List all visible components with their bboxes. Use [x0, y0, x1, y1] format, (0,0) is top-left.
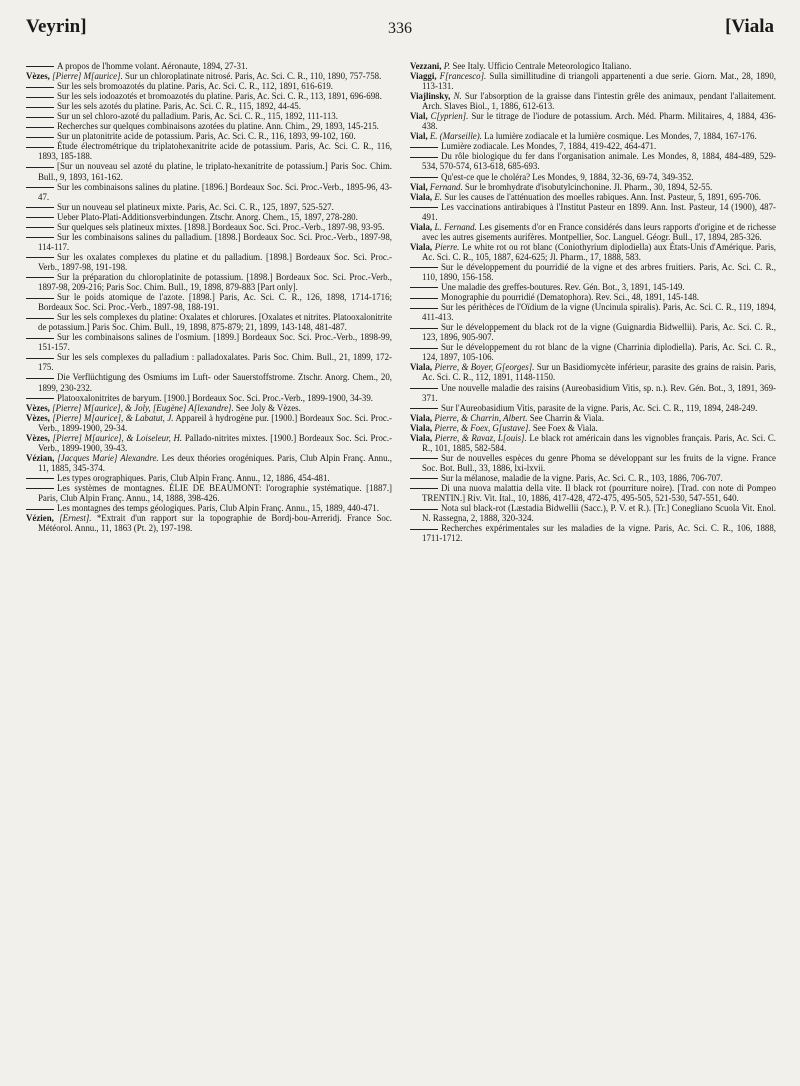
bibliography-entry-continuation	[410, 172, 776, 182]
entry-text: Ueber Plato-Plati-Additionsverbindungen. Ztschr. Anorg. Chem., 15, 1897, 278-280.	[57, 211, 358, 222]
entry-text: Sur le développement du rot blanc de la vigne (Charrinia diplodiella). Paris, Ac. Sci. C. R., 124, 1897, 105-106.	[422, 342, 776, 363]
entry-text: Sur le titrage de l'iodure de potassium. Arch. Méd. Pharm. Militaires, 4, 1884, 436-438.	[422, 111, 776, 132]
bibliography-entry	[410, 222, 776, 242]
entry-author-initials: P.	[443, 61, 451, 71]
entry-text: Le white rot ou rot blanc (Coniothyrium diplodiella) aux États-Unis d'Amérique. Paris, Ac. Sci. C. R., 105, 1887, 624-625; Jl. Pharm., 17, 1888, 583.	[422, 241, 777, 262]
bibliography-entry-continuation	[410, 302, 776, 322]
bibliography-entry	[410, 242, 776, 262]
entry-text: Les vaccinations antirabiques à l'Institut Pasteur en 1899. Ann. Inst. Pasteur, 14 (1900), 487-491.	[422, 201, 776, 222]
entry-text: Sur la préparation du chloroplatinite de potassium. [1898.] Bordeaux Soc. Sci. Proc.-Verb., 1897-98, 209-216; Paris Soc. Chim. Bull., 19, 1898, 879-883 [Part only].	[38, 271, 392, 293]
entry-text: Sur un nouveau sel platineux mixte. Paris, Ac. Sci. C. R., 125, 1897, 525-527.	[57, 201, 334, 212]
repeat-author-dash	[26, 117, 54, 118]
entry-text: Sur le développement du black rot de la vigne (Guignardia Bidwellii). Paris, Ac. Sci. C. R., 123, 1896, 905-907.	[422, 322, 776, 343]
bibliography-entry-continuation	[26, 212, 392, 222]
bibliography-entry-continuation	[26, 232, 392, 252]
repeat-author-dash	[410, 157, 438, 158]
entry-text: Sur les combinaisons salines du palladium. [1898.] Bordeaux Soc. Sci. Proc.-Verb., 1897-98, 114-117.	[38, 231, 392, 252]
repeat-author-dash	[26, 167, 54, 168]
bibliography-entry-continuation	[410, 202, 776, 222]
bibliography-entry-continuation	[26, 272, 392, 292]
entry-text: Sur les sels azotés du platine. Paris, Ac. Sci. C. R., 115, 1892, 44-45.	[57, 101, 301, 112]
bibliography-entry-continuation	[26, 81, 392, 91]
entry-text: Sur un Basidiomycète inférieur, parasite des grains de raisin. Paris, Ac. Sci. C. R., 112, 1891, 1148-1150.	[422, 362, 776, 383]
bibliography-entry-continuation	[410, 282, 776, 292]
entry-text: Sur la mélanose, maladie de la vigne. Paris, Ac. Sci. C. R., 103, 1886, 706-707.	[441, 472, 723, 483]
entry-author-initials: Pierre, & Charrin, Albert.	[434, 412, 528, 423]
repeat-author-dash	[26, 217, 54, 218]
repeat-author-dash	[26, 358, 54, 359]
bibliography-entry-continuation	[26, 393, 392, 403]
bibliography-entry-continuation	[26, 352, 392, 372]
entry-text: Sur l'absorption de la graisse dans l'intestin grêle des animaux, pendant l'allaitement. Arch. Slaves Biol., 1, 1886, 612-613.	[422, 91, 776, 112]
repeat-author-dash	[410, 298, 438, 299]
entry-text: Lumière zodiacale. Les Mondes, 7, 1884, 419-422, 464-471.	[441, 141, 657, 152]
entry-author-initials: E. (Marseille).	[429, 131, 482, 142]
entry-text: Sur les sels complexes du palladium : palladoxalates. Paris Soc. Chim. Bull., 21, 1899, 172-175.	[38, 352, 392, 373]
bibliography-entry-continuation	[26, 252, 392, 272]
entry-text: [Sur un nouveau sel azoté du platine, le triplato-hexanitrite de potassium.] Paris Soc. Chim. Bull., 9, 1893, 161-162.	[38, 161, 392, 182]
entry-text: Sulla simillitudine di triangoli appartenenti a due serie. Giorn. Mat., 28, 1890, 113-131.	[422, 71, 776, 92]
bibliography-entry-continuation	[26, 91, 392, 101]
bibliography-entry	[410, 91, 776, 111]
repeat-author-dash	[26, 227, 54, 228]
entry-text: Les types orographiques. Paris, Club Alpin Franç. Annu., 12, 1886, 454-481.	[57, 472, 330, 483]
repeat-author-dash	[26, 237, 54, 238]
right-column	[410, 61, 776, 543]
bibliography-entry-continuation	[410, 483, 776, 503]
entry-text: Sur un sel chloro-azoté du palladium. Paris, Ac. Sci. C. R., 115, 1892, 111-113.	[57, 111, 338, 122]
repeat-author-dash	[26, 97, 54, 98]
entry-author: Vèzes,	[26, 432, 50, 443]
entry-author-initials: [Ernest].	[59, 513, 92, 524]
repeat-author-dash	[410, 529, 438, 530]
entry-author: Vial,	[410, 181, 428, 192]
repeat-author-dash	[26, 66, 54, 67]
bibliography-entry-continuation	[410, 383, 776, 403]
repeat-author-dash	[410, 488, 438, 489]
bibliography-entry-continuation	[26, 121, 392, 131]
entry-text: See Joly & Vèzes.	[233, 402, 301, 413]
entry-author: Viala,	[410, 422, 433, 433]
bibliography-entry-continuation	[26, 473, 392, 483]
repeat-author-dash	[410, 408, 438, 409]
repeat-author-dash	[410, 147, 438, 148]
entry-text: La lumière zodiacale et la lumière cosmique. Les Mondes, 7, 1884, 167-176.	[481, 131, 757, 142]
bibliography-entry	[410, 131, 776, 141]
repeat-author-dash	[26, 87, 54, 88]
entry-author: Vèzes,	[26, 402, 50, 413]
bibliography-entry-continuation	[26, 182, 392, 202]
entry-author-initials: [Pierre] M[aurice].	[52, 71, 123, 82]
entry-text: See Italy. Ufficio Centrale Meteorologico Italiano.	[450, 61, 632, 71]
bibliography-entry-continuation	[410, 453, 776, 473]
entry-author-initials: [Pierre] M[aurice], & Labatut, J.	[52, 412, 174, 423]
bibliography-entry	[26, 403, 392, 413]
bibliography-entry	[26, 433, 392, 453]
repeat-author-dash	[410, 267, 438, 268]
bibliography-entry-continuation	[26, 61, 392, 71]
entry-author: Viala,	[410, 191, 433, 202]
entry-text: Sur le poids atomique de l'azote. [1898.] Paris, Ac. Sci. C. R., 126, 1898, 1714-1716; Bordeaux Soc. Sci. Proc.-Verb., 1897-98, 188-191.	[38, 292, 392, 313]
entry-author-initials: [Jacques Marie] Alexandre.	[57, 452, 159, 463]
bibliography-entry-continuation	[410, 141, 776, 151]
bibliography-entry-continuation	[410, 503, 776, 523]
entry-text: Sur quelques sels platineux mixtes. [1898.] Bordeaux Soc. Sci. Proc.-Verb., 1897-98, 93-95.	[57, 221, 385, 232]
entry-text: Appareil à hydrogène pur. [1900.] Bordeaux Soc. Sci. Proc.-Verb., 1899-1900, 29-34.	[38, 412, 393, 433]
entry-author: Vial,	[410, 131, 428, 142]
bibliography-entry-continuation	[26, 202, 392, 212]
entry-author-initials: Pierre, & Ravaz, L[ouis].	[434, 432, 527, 443]
repeat-author-dash	[410, 458, 438, 459]
bibliography-entry-continuation	[410, 292, 776, 302]
entry-author: Viajlinsky,	[410, 91, 451, 102]
entry-text: Sur l'Aureobasidium Vitis, parasite de la vigne. Paris, Ac. Sci. C. R., 119, 1894, 248-249.	[441, 402, 758, 413]
bibliography-entry-continuation	[26, 372, 392, 392]
repeat-author-dash	[26, 147, 54, 148]
repeat-author-dash	[26, 257, 54, 258]
header-right: [Viala	[725, 16, 774, 37]
bibliography-entry	[410, 413, 776, 423]
left-column	[26, 61, 392, 533]
repeat-author-dash	[26, 509, 54, 510]
bibliography-entry-continuation	[410, 262, 776, 282]
entry-author-initials: F[rancesco].	[439, 71, 487, 82]
entry-text: Les montagnes des temps géologiques. Paris, Club Alpin Franç. Annu., 15, 1889, 440-471.	[57, 503, 379, 514]
entry-text: Sur les causes de l'atténuation des moelles rabiques. Ann. Inst. Pasteur, 5, 1891, 695-706.	[441, 191, 761, 202]
repeat-author-dash	[26, 338, 54, 339]
entry-text: Les gisements d'or en France considérés dans leurs rapports d'origine et de richesse avec les autres gisements aurifères. Montpellier, Soc. Languel. Géogr. Bull., 17, 1894, 285-326.	[422, 221, 776, 242]
entry-text: Sur un platonitrite acide de potassium. Paris, Ac. Sci. C. R., 116, 1893, 99-102, 160.	[57, 131, 356, 142]
entry-author: Vial,	[410, 111, 428, 122]
repeat-author-dash	[410, 348, 438, 349]
repeat-author-dash	[26, 478, 54, 479]
entry-author-initials: N.	[453, 91, 462, 102]
bibliography-entry	[26, 453, 392, 473]
entry-text: *Extrait d'un rapport sur la topographie de Bordj-bou-Arreridj. France Soc. Météorol. Annu., 11, 1863 (Pt. 2), 197-198.	[38, 513, 392, 534]
repeat-author-dash	[410, 388, 438, 389]
bibliography-entry	[26, 513, 392, 533]
bibliography-entry-continuation	[26, 141, 392, 161]
bibliography-entry	[410, 423, 776, 433]
bibliography-entry-continuation	[410, 322, 776, 342]
entry-text: Les systèmes de montagnes. ÉLIE DE BEAUMONT: l'orographie systématique. [1887.] Paris, Club Alpin Franç. Annu., 14, 1888, 398-426.	[38, 482, 392, 504]
entry-author: Viala,	[410, 412, 433, 423]
entry-author: Vèzes,	[26, 412, 50, 423]
repeat-author-dash	[26, 127, 54, 128]
bibliography-entry	[410, 182, 776, 192]
repeat-author-dash	[410, 328, 438, 329]
entry-author-initials: Fernand.	[429, 181, 463, 192]
repeat-author-dash	[26, 277, 54, 278]
entry-text: Sur les oxalates complexes du platine et du palladium. [1898.] Bordeaux Soc. Sci. Proc.-Verb., 1897-98, 191-198.	[38, 251, 392, 272]
repeat-author-dash	[26, 107, 54, 108]
bibliography-entry-continuation	[26, 312, 392, 332]
entry-text: Monographie du pourridié (Dematophora). Rev. Sci., 48, 1891, 145-148.	[441, 292, 699, 303]
entry-author: Viala,	[410, 432, 433, 443]
bibliography-entry	[410, 61, 776, 71]
bibliography-entry-continuation	[26, 161, 392, 181]
entry-author: Viaggi,	[410, 71, 437, 82]
entry-text: Sur les périthèces de l'Oïdium de la vigne (Uncinula spiralis). Paris, Ac. Sci. C. R., 119, 1894, 411-413.	[422, 302, 776, 323]
bibliography-entry-continuation	[26, 292, 392, 312]
bibliography-entry	[410, 362, 776, 382]
header-left: Veyrin]	[26, 16, 87, 37]
bibliography-entry-continuation	[26, 111, 392, 121]
repeat-author-dash	[26, 298, 54, 299]
entry-text: Die Verflüchtigung des Osmiums im Luft- oder Sauerstoffstrome. Ztschr. Anorg. Chem., 20, 1899, 230-232.	[38, 372, 392, 393]
entry-text: Étude électrométrique du triplatohexanitrite acide de potassium. Paris, Ac. Sci. C. R., 116, 1893, 185-188.	[38, 141, 392, 162]
entry-author: Vèzes,	[26, 71, 50, 82]
bibliography-entry-continuation	[26, 332, 392, 352]
entry-author: Vézien,	[26, 513, 54, 524]
entry-author: Vezzani,	[410, 61, 442, 71]
bibliography-entry	[26, 71, 392, 81]
entry-text: Recherches sur quelques combinaisons azotées du platine. Ann. Chim., 29, 1893, 145-215.	[57, 121, 379, 132]
bibliography-entry-continuation	[26, 503, 392, 513]
repeat-author-dash	[410, 509, 438, 510]
entry-text: Sur les sels iodoazotés et bromoazotés du platine. Paris, Ac. Sci. C. R., 113, 1891, 696-698.	[57, 91, 382, 102]
entry-text: Sur le bromhydrate d'isobutylcinchonine. Jl. Pharm., 30, 1894, 52-55.	[462, 181, 713, 192]
entry-text: See Foex & Viala.	[530, 422, 598, 433]
entry-text: See Charrin & Viala.	[527, 412, 604, 423]
bibliography-entry-continuation	[26, 131, 392, 141]
entry-author-initials: [Pierre] M[aurice], & Joly, [Eugène] A[lexandre].	[52, 402, 234, 413]
repeat-author-dash	[410, 287, 438, 288]
entry-author: Viala,	[410, 241, 433, 252]
bibliography-entry-continuation	[26, 222, 392, 232]
entry-author: Vézian,	[26, 452, 55, 463]
bibliography-entry-continuation	[410, 523, 776, 543]
entry-text: Sur de nouvelles espèces du genre Phoma se développant sur les fruits de la vigne. France Soc. Bot. Bull., 33, 1886, lxi-lxvii.	[422, 452, 776, 473]
repeat-author-dash	[26, 207, 54, 208]
entry-text: Nota sul black-rot (Læstadia Bidwellii (Sacc.), P. V. et R.). [Tr.] Conegliano Scuola Vit. Enol. N. Rassegna, 2, 1888, 320-324.	[422, 503, 776, 524]
entry-text: Une maladie des greffes-boutures. Rev. Gén. Bot., 3, 1891, 145-149.	[441, 282, 685, 293]
entry-author: Viala,	[410, 221, 433, 232]
entry-author-initials: Pierre.	[434, 241, 460, 252]
entry-text: A propos de l'homme volant. Aéronaute, 1894, 27-31.	[57, 61, 248, 71]
entry-text: Sur les combinaisons salines du platine. [1896.] Bordeaux Soc. Sci. Proc.-Verb., 1895-96, 43-47.	[38, 181, 392, 202]
repeat-author-dash	[410, 177, 438, 178]
repeat-author-dash	[410, 478, 438, 479]
bibliography-entry	[410, 433, 776, 453]
entry-text: Qu'est-ce que le choléra? Les Mondes, 9, 1884, 32-36, 69-74, 349-352.	[441, 171, 694, 182]
page-header	[26, 16, 774, 44]
bibliography-entry	[410, 111, 776, 131]
entry-text: Platooxalonitrites de baryum. [1900.] Bordeaux Soc. Sci. Proc.-Verb., 1899-1900, 34-39.	[57, 392, 373, 403]
entry-text: Du rôle biologique du fer dans l'organisation animale. Les Mondes, 8, 1884, 484-489, 529-534, 570-574, 613-618, 685-693.	[422, 151, 776, 172]
bibliography-entry-continuation	[26, 101, 392, 111]
repeat-author-dash	[26, 318, 54, 319]
entry-text: Sur un chloroplatinate nitrosé. Paris, Ac. Sci. C. R., 110, 1890, 757-758.	[122, 71, 382, 82]
entry-text: Recherches expérimentales sur les maladies de la vigne. Paris, Ac. Sci. C. R., 106, 1888, 1711-1712.	[422, 523, 776, 544]
bibliography-entry	[26, 413, 392, 433]
page-number: 336	[388, 20, 412, 37]
repeat-author-dash	[410, 308, 438, 309]
bibliography-entry-continuation	[26, 483, 392, 503]
entry-text: Une nouvelle maladie des raisins (Aureobasidium Vitis, sp. n.). Rev. Gén. Bot., 3, 1891, 369-371.	[422, 382, 776, 403]
entry-text: Sur les sels complexes du platine: Oxalates et chlorures. [Oxalates et nitrites. Platooxalonitrite de potassium.] Paris Soc. Chim. Bull., 19, 1898, 875-879; 21, 1899, 143-148, 481-487.	[38, 312, 392, 333]
bibliography-entry-continuation	[410, 473, 776, 483]
entry-author-initials: C[yprien].	[430, 111, 469, 122]
bibliography-entry-continuation	[410, 342, 776, 362]
entry-text: Les deux théories orogéniques. Paris, Club Alpin Franç. Annu., 11, 1885, 345-374.	[38, 452, 392, 473]
bibliography-entry-continuation	[410, 151, 776, 171]
repeat-author-dash	[26, 398, 54, 399]
entry-text: Sur le développement du pourridié de la vigne et des arbres fruitiers. Paris, Ac. Sci. C. R., 110, 1890, 156-158.	[422, 261, 776, 282]
entry-author-initials: [Pierre] M[aurice], & Loiseleur, H.	[52, 432, 183, 443]
entry-text: Di una nuova malattia della vite. Il black rot (pourriture noire). [Trad. con note di Pompeo TRENTIN.] Riv. Vit. Ital., 10, 1886, 417-428, 472-475, 495-505, 521-530, 547-551, 640.	[422, 482, 776, 504]
repeat-author-dash	[26, 488, 54, 489]
repeat-author-dash	[26, 378, 54, 379]
repeat-author-dash	[410, 207, 438, 208]
entry-text: Pallado-nitrites mixtes. [1900.] Bordeaux Soc. Sci. Proc.-Verb., 1899-1900, 39-43.	[38, 432, 392, 453]
entry-text: Sur les combinaisons salines de l'osmium. [1899.] Bordeaux Soc. Sci. Proc.-Verb., 1898-99, 151-157.	[38, 332, 392, 353]
entry-author-initials: Pierre, & Foex, G[ustave].	[434, 422, 531, 433]
entry-text: Sur les sels bromoazotés du platine. Paris, Ac. Sci. C. R., 112, 1891, 616-619.	[57, 81, 334, 92]
entry-author-initials: E.	[434, 191, 442, 202]
entry-author: Viala,	[410, 362, 433, 373]
bibliography-entry	[410, 192, 776, 202]
repeat-author-dash	[26, 137, 54, 138]
entry-author-initials: Pierre, & Boyer, G[eorges].	[434, 362, 535, 373]
bibliography-entry	[410, 71, 776, 91]
bibliography-entry-continuation	[410, 403, 776, 413]
entry-author-initials: L. Fernand.	[434, 221, 477, 232]
repeat-author-dash	[26, 187, 54, 188]
entry-text: Le black rot américain dans les vignobles français. Paris, Ac. Sci. C. R., 101, 1885, 582-584.	[422, 432, 777, 453]
